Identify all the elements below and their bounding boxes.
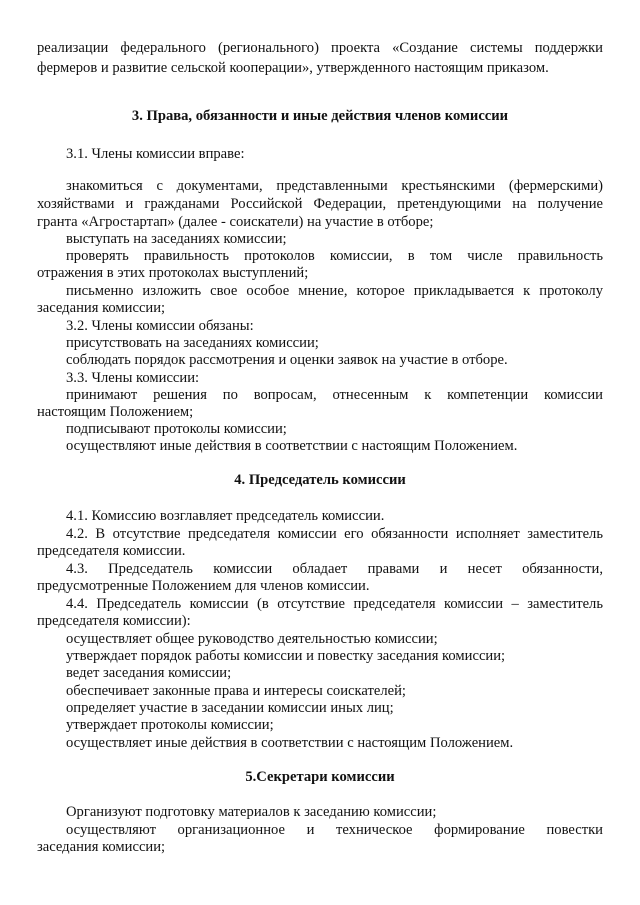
section-4-heading: 4. Председатель комиссии — [234, 472, 406, 488]
duty-6: утверждает протоколы комиссии; — [66, 717, 274, 733]
right-1-line-1: знакомиться с документами, представленными крестьянскими (фермерскими) — [66, 178, 603, 194]
paragraph-3-1: 3.1. Члены комиссии вправе: — [66, 146, 245, 162]
paragraph-4-2-line-2: председателя комиссии. — [37, 543, 186, 559]
intro-line-1: реализации федерального (регионального) проекта «Создание системы поддержки — [37, 40, 603, 56]
secretary-duty-2-line-1: осуществляют организационное и техническое формирование повестки — [66, 822, 603, 838]
action-3: осуществляют иные действия в соответствии с настоящим Положением. — [66, 438, 518, 454]
section-3-heading: 3. Права, обязанности и иные действия членов комиссии — [131, 108, 509, 124]
paragraph-4-4-line-2: председателя комиссии): — [37, 613, 191, 629]
duty-2: утверждает порядок работы комиссии и повестку заседания комиссии; — [66, 648, 506, 664]
right-4-line-2: заседания комиссии; — [37, 300, 166, 316]
intro-line-2: фермеров и развитие сельской кооперации», утвержденного настоящим приказом. — [37, 60, 549, 76]
action-1-line-2: настоящим Положением; — [37, 404, 194, 420]
duty-3: ведет заседания комиссии; — [66, 665, 232, 681]
duty-7: осуществляет иные действия в соответствии с настоящим Положением. — [66, 735, 514, 751]
duty-4: обеспечивает законные права и интересы соискателей; — [66, 683, 406, 699]
secretary-duty-2-line-2: заседания комиссии; — [37, 839, 166, 855]
right-4-line-1: письменно изложить свое особое мнение, которое прикладывается к протоколу — [66, 283, 603, 299]
duty-5: определяет участие в заседании комиссии иных лиц; — [66, 700, 394, 716]
duty-1: осуществляет общее руководство деятельностью комиссии; — [66, 631, 438, 647]
right-1-line-3: гранта «Агростартап» (далее - соискатели) на участие в отборе; — [37, 214, 434, 230]
right-3-line-2: отражения в этих протоколах выступлений; — [37, 265, 309, 281]
paragraph-4-1: 4.1. Комиссию возглавляет председатель комиссии. — [66, 508, 385, 524]
right-1-line-2: хозяйствами и гражданами Российской Федерации, претендующими на получение — [37, 196, 603, 212]
obligation-1: присутствовать на заседаниях комиссии; — [66, 335, 319, 351]
right-3-line-1: проверять правильность протоколов комиссии, в том числе правильность — [66, 248, 603, 264]
obligation-2: соблюдать порядок рассмотрения и оценки заявок на участие в отборе. — [66, 352, 508, 368]
secretary-duty-1: Организуют подготовку материалов к заседанию комиссии; — [66, 804, 437, 820]
paragraph-4-3-line-2: предусмотренные Положением для членов комиссии. — [37, 578, 370, 594]
section-5-heading: 5.Секретари комиссии — [245, 769, 395, 785]
paragraph-3-2: 3.2. Члены комиссии обязаны: — [66, 318, 254, 334]
paragraph-4-2-line-1: 4.2. В отсутствие председателя комиссии его обязанности исполняет заместитель — [66, 526, 603, 542]
action-1-line-1: принимают решения по вопросам, отнесенным к компетенции комиссии — [66, 387, 603, 403]
paragraph-3-3: 3.3. Члены комиссии: — [66, 370, 200, 386]
action-2: подписывают протоколы комиссии; — [66, 421, 287, 437]
paragraph-4-4-line-1: 4.4. Председатель комиссии (в отсутствие председателя комиссии – заместитель — [66, 596, 603, 612]
paragraph-4-3-line-1: 4.3. Председатель комиссии обладает правами и несет обязанности, — [66, 561, 603, 577]
right-2: выступать на заседаниях комиссии; — [66, 231, 287, 247]
